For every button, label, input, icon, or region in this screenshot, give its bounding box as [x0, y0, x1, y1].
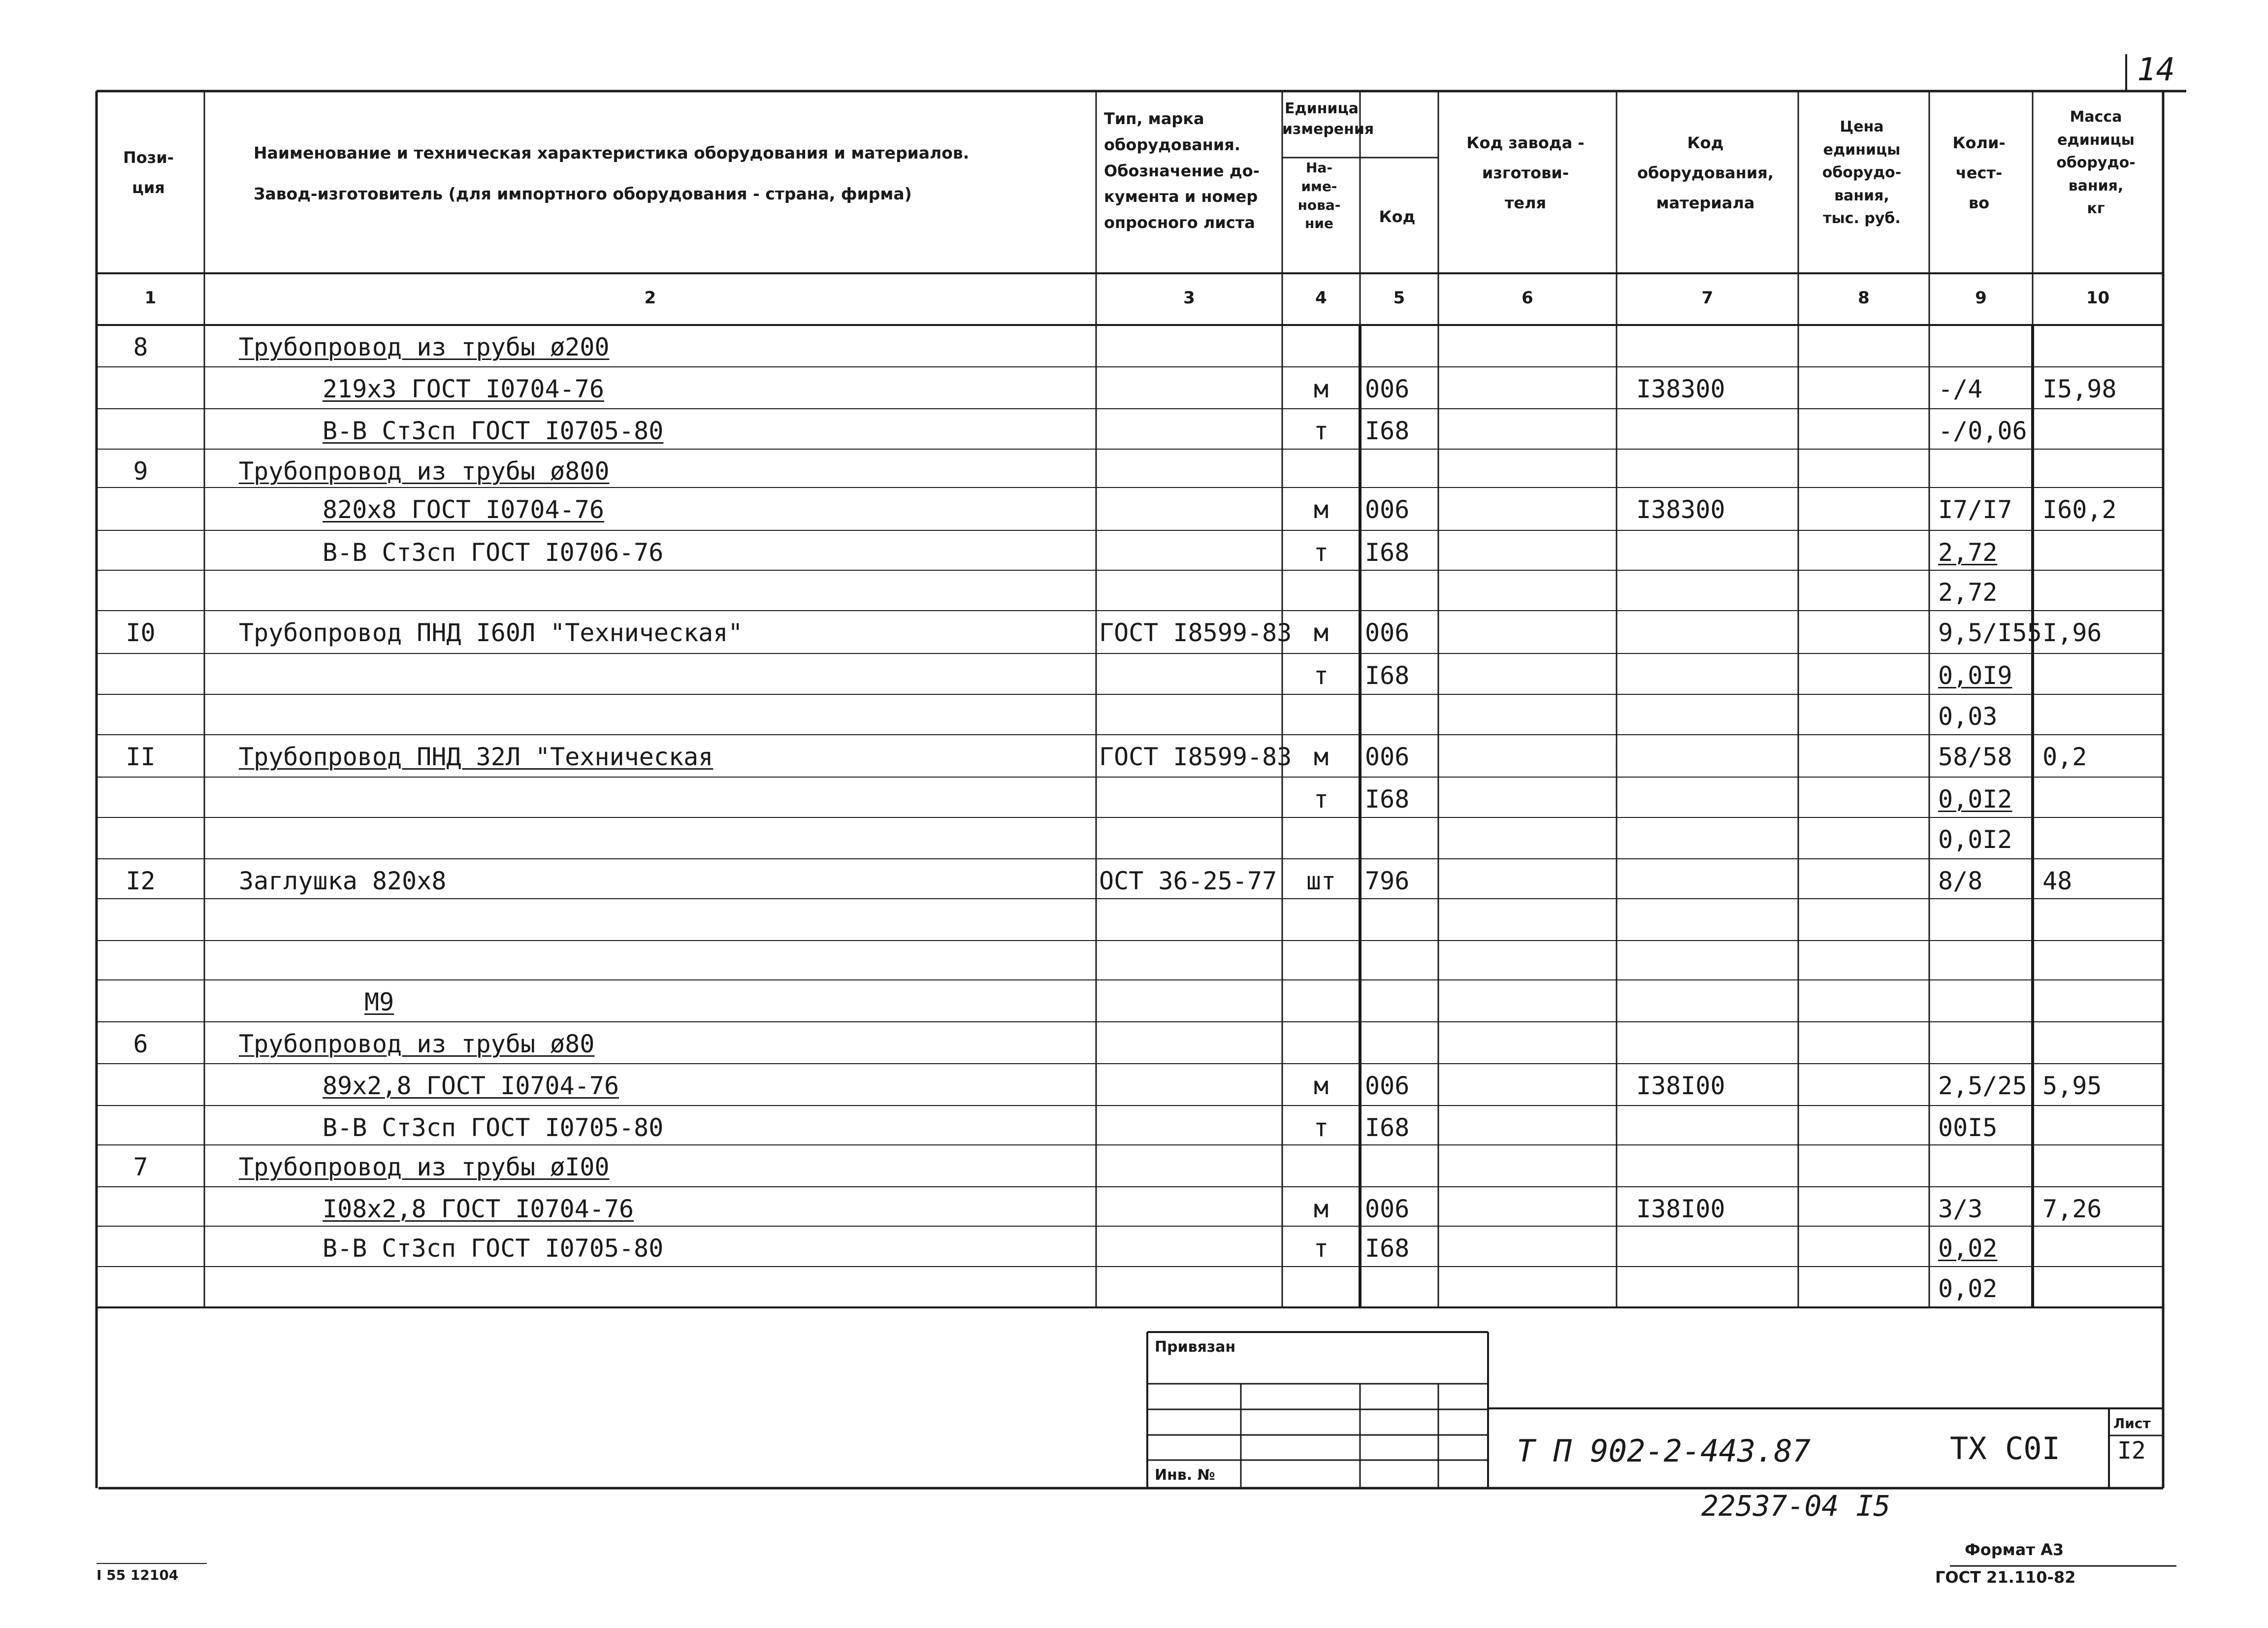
row-mass: 0,2 [2042, 743, 2087, 771]
column-number-7: 7 [1701, 288, 1714, 308]
table-row [0, 653, 2268, 694]
row-name: В-В Ст3сп ГОСТ I0705-80 [323, 1113, 664, 1142]
row-name: 219x3 ГОСТ I0704-76 [323, 375, 604, 403]
row-unit-code: I68 [1365, 785, 1410, 814]
row-unit-name: м [1313, 375, 1329, 403]
column-header-3: Тип, марка оборудования. Обозначение до- кумента и номер опросного листа [1104, 109, 1260, 232]
unit-group-header: Единица измерения [1282, 100, 1374, 138]
row-name: I08x2,8 ГОСТ I0704-76 [323, 1195, 634, 1223]
row-quantity: -/0,06 [1938, 417, 2027, 445]
row-material-code: I38300 [1636, 375, 1725, 403]
gost-label: ГОСТ 21.110-82 [1935, 1568, 2076, 1587]
row-unit-code: 006 [1365, 375, 1410, 403]
row-mass: 7,26 [2042, 1195, 2102, 1223]
row-mass: 5,95 [2042, 1072, 2102, 1100]
column-number-8: 8 [1858, 288, 1870, 308]
row-quantity: 58/58 [1938, 743, 2012, 771]
stamp-sheet-number: I2 [2117, 1437, 2146, 1465]
table-row [0, 1145, 2268, 1187]
row-unit-name: т [1313, 1234, 1329, 1263]
column-number-1: 1 [144, 288, 157, 308]
row-name: М9 [364, 988, 394, 1016]
column-header-2: Наименование и техническая характеристика оборудования и материалов. Завод-изготовитель (для импортного оборудования - страна, фирма) [254, 143, 970, 203]
row-unit-name: т [1313, 538, 1329, 567]
row-mass: I60,2 [2042, 495, 2117, 524]
row-unit-name: т [1313, 417, 1329, 445]
row-position: 6 [133, 1030, 148, 1058]
row-unit-code: I68 [1365, 661, 1410, 690]
table-row [0, 530, 2268, 570]
stamp-inv-label: Инв. № [1155, 1466, 1215, 1484]
row-name: 89x2,8 ГОСТ I0704-76 [323, 1072, 619, 1100]
row-mass: I5,98 [2042, 375, 2117, 403]
column-header-6: Код завода - изготови- теля [1466, 133, 1585, 212]
row-unit-name: м [1313, 743, 1329, 771]
row-quantity: 0,0I9 [1938, 661, 2012, 690]
stamp-privyazan-label: Привязан [1155, 1338, 1236, 1356]
table-row [0, 1064, 2268, 1106]
table-row [0, 1022, 2268, 1064]
row-quantity: 2,72 [1938, 538, 1998, 567]
row-quantity: 0,03 [1938, 702, 1998, 731]
column-number-4: 4 [1315, 288, 1327, 308]
row-unit-name: м [1313, 495, 1329, 524]
row-material-code: I38I00 [1636, 1195, 1725, 1223]
row-quantity: 8/8 [1938, 867, 1983, 895]
row-mass: 48 [2042, 867, 2073, 895]
row-quantity: 0,02 [1938, 1274, 1998, 1303]
row-unit-code: I68 [1365, 538, 1410, 567]
column-header-5: Код [1379, 207, 1416, 226]
column-header-7: Код оборудования, материала [1637, 133, 1774, 212]
table-row [0, 899, 2268, 941]
row-quantity: 9,5/I55 [1938, 619, 2042, 647]
row-unit-code: 796 [1365, 867, 1410, 895]
row-unit-name: т [1313, 785, 1329, 814]
row-quantity: 00I5 [1938, 1113, 1998, 1142]
table-row [0, 1267, 2268, 1307]
row-quantity: I7/I7 [1938, 495, 2012, 524]
row-position: 8 [133, 333, 148, 361]
table-row [0, 1187, 2268, 1226]
table-row [0, 409, 2268, 449]
table-row [0, 694, 2268, 735]
print-code: I 55 12104 [97, 1567, 179, 1583]
row-position: I2 [126, 867, 156, 895]
row-quantity: 3/3 [1938, 1195, 1983, 1223]
table-row [0, 941, 2268, 980]
row-name: Заглушка 820x8 [239, 867, 447, 895]
column-header-10: Масса единицы оборудо- вания, кг [2056, 108, 2136, 217]
table-row [0, 449, 2268, 488]
row-position: I0 [126, 619, 156, 647]
row-unit-code: 006 [1365, 495, 1410, 524]
row-name: В-В Ст3сп ГОСТ I0705-80 [323, 417, 664, 445]
table-row [0, 611, 2268, 653]
table-row [0, 1226, 2268, 1267]
row-position: II [126, 743, 156, 771]
column-header-8: Цена единицы оборудо- вания, тыс. руб. [1822, 118, 1902, 227]
row-quantity: 0,0I2 [1938, 825, 2012, 854]
row-doc-designation: ГОСТ I8599-83 [1099, 743, 1292, 771]
table-row [0, 367, 2268, 409]
column-header-9: Коли- чест- во [1952, 133, 2006, 212]
stamp-sheet-label: Лист [2113, 1415, 2151, 1432]
column-number-5: 5 [1393, 288, 1405, 308]
table-row [0, 980, 2268, 1022]
row-unit-code: I68 [1365, 1234, 1410, 1263]
archive-number: 22537-04 I5 [1701, 1489, 1891, 1523]
row-unit-name: м [1313, 1072, 1329, 1100]
row-unit-name: т [1313, 661, 1329, 690]
row-name: Трубопровод из трубы øI00 [239, 1153, 610, 1181]
table-row [0, 570, 2268, 611]
column-number-2: 2 [644, 288, 656, 308]
column-number-10: 10 [2086, 288, 2110, 308]
column-number-3: 3 [1183, 288, 1195, 308]
table-row [0, 1106, 2268, 1145]
row-material-code: I38300 [1636, 495, 1725, 524]
row-position: 9 [133, 457, 148, 486]
row-name: Трубопровод из трубы ø80 [239, 1030, 595, 1058]
row-unit-name: шт [1306, 867, 1336, 895]
table-row [0, 488, 2268, 530]
row-unit-name: м [1313, 1195, 1329, 1223]
row-unit-name: т [1313, 1113, 1329, 1142]
column-header-4: На- име- нова- ние [1297, 160, 1341, 232]
row-quantity: -/4 [1938, 375, 1983, 403]
row-quantity: 2,5/25 [1938, 1072, 2027, 1100]
row-unit-code: 006 [1365, 743, 1410, 771]
row-name: Трубопровод из трубы ø800 [239, 457, 610, 486]
row-name: Трубопровод ПНД I60Л "Техническая" [239, 619, 743, 647]
column-number-6: 6 [1522, 288, 1533, 308]
format-label: Формат А3 [1965, 1540, 2064, 1559]
row-name: В-В Ст3сп ГОСТ I0706-76 [323, 538, 664, 567]
table-row [0, 777, 2268, 817]
column-header-1: Пози- ция [123, 148, 174, 197]
stamp-mark: ТХ С0I [1950, 1431, 2060, 1466]
row-mass: I,96 [2042, 619, 2102, 647]
row-quantity: 0,0I2 [1938, 785, 2012, 814]
table-row [0, 859, 2268, 899]
page-number: 14 [2137, 52, 2175, 88]
table-row [0, 735, 2268, 777]
row-unit-name: м [1313, 619, 1329, 647]
row-doc-designation: ГОСТ I8599-83 [1099, 619, 1292, 647]
column-number-9: 9 [1975, 288, 1987, 308]
row-unit-code: 006 [1365, 1195, 1410, 1223]
row-unit-code: 006 [1365, 619, 1410, 647]
row-unit-code: 006 [1365, 1072, 1410, 1100]
row-doc-designation: ОСТ 36-25-77 [1099, 867, 1277, 895]
row-position: 7 [133, 1153, 148, 1181]
row-name: Трубопровод из трубы ø200 [239, 333, 610, 361]
stamp-doc-code: Т П 902-2-443.87 [1517, 1433, 1811, 1469]
row-name: Трубопровод ПНД 32Л "Техническая [239, 743, 713, 771]
row-unit-code: I68 [1365, 417, 1410, 445]
row-material-code: I38I00 [1636, 1072, 1725, 1100]
row-unit-code: I68 [1365, 1113, 1410, 1142]
table-row [0, 817, 2268, 859]
table-row [0, 325, 2268, 367]
row-quantity: 0,02 [1938, 1234, 1998, 1263]
row-name: 820x8 ГОСТ I0704-76 [323, 495, 604, 524]
row-name: В-В Ст3сп ГОСТ I0705-80 [323, 1234, 664, 1263]
row-quantity: 2,72 [1938, 578, 1998, 607]
